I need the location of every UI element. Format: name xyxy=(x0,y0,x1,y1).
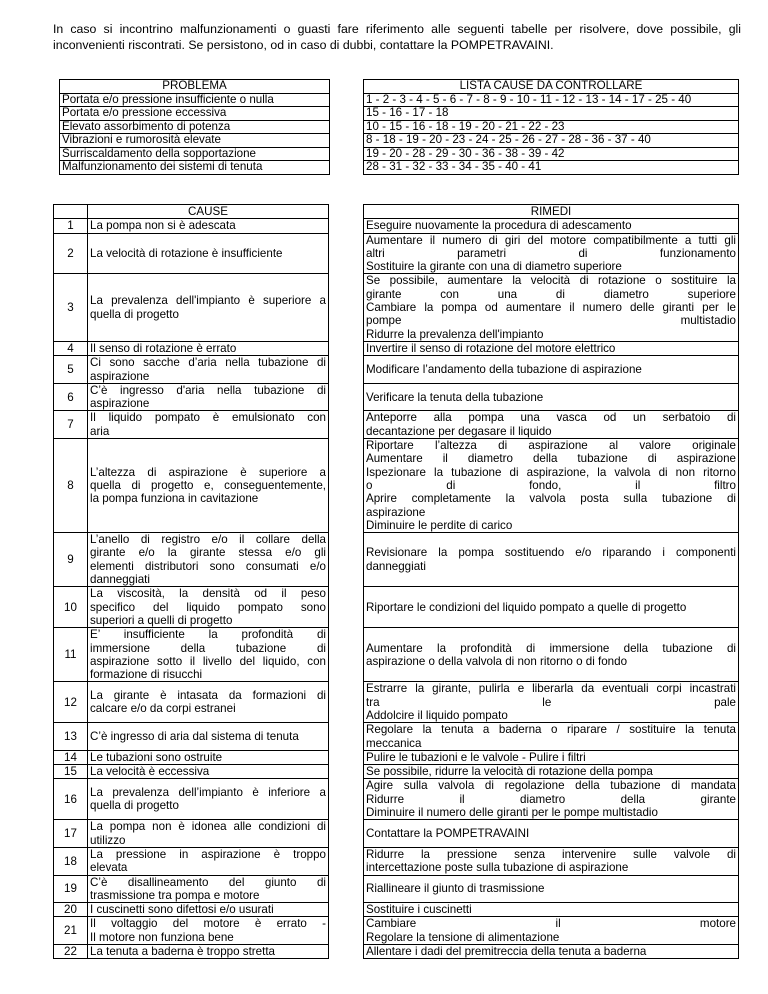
remedy-cell xyxy=(364,411,739,439)
cause-number: 4 xyxy=(54,341,88,355)
cause-text-line: Il senso di rotazione è errato xyxy=(90,341,237,355)
cause-text-line: elementi distributori sono consumati e/o xyxy=(90,559,326,573)
causes-cell: 28 - 31 - 32 - 33 - 34 - 35 - 40 - 41 xyxy=(364,161,739,175)
cause-cell xyxy=(88,903,329,917)
remedy-text-line: meccanica xyxy=(366,736,422,750)
remedy-text-line: Ridurre la pressione senza intervenire sulle valvole di xyxy=(366,847,736,861)
cause-text-line: specifico del liquido pompato sono xyxy=(90,600,326,614)
column-gap xyxy=(329,205,364,219)
column-gap xyxy=(329,875,364,903)
cause-row xyxy=(54,847,739,875)
cause-number: 8 xyxy=(54,439,88,533)
remedy-text-line: Allentare i dadi del premitreccia della tenuta a baderna xyxy=(366,945,647,959)
cause-number: 5 xyxy=(54,356,88,384)
column-gap xyxy=(329,439,364,533)
remedy-text-line: Contattare la POMPETRAVAINI xyxy=(366,827,530,840)
cause-text-line: utilizzo xyxy=(90,833,126,847)
remedy-text-line: Riallineare il giunto di trasmissione xyxy=(366,882,545,896)
column-gap xyxy=(329,765,364,779)
cause-number: 6 xyxy=(54,383,88,411)
cause-number: 19 xyxy=(54,875,88,903)
causes-cell: 8 - 18 - 19 - 20 - 23 - 24 - 25 - 26 - 27 - 28 - 36 - 37 - 40 xyxy=(364,134,739,148)
problem-row xyxy=(60,107,739,121)
cause-row xyxy=(54,779,739,820)
remedy-cell xyxy=(364,903,739,917)
cause-cell xyxy=(88,682,329,723)
cause-text-line: Le tubazioni sono ostruite xyxy=(90,750,223,764)
cause-cell xyxy=(88,723,329,751)
cause-cell xyxy=(88,945,329,959)
cause-text-line: Il voltaggio del motore è errato - xyxy=(90,917,326,931)
number-header xyxy=(54,205,88,219)
remedy-text-line: Revisionare la pompa sostituendo e/o riparando i componenti xyxy=(366,546,736,560)
column-gap xyxy=(329,411,364,439)
remedy-text-line: aspirazione xyxy=(366,505,426,519)
cause-text-line: calcare e/o da corpi estranei xyxy=(90,702,236,716)
problem-cell: Elevato assorbimento di potenza xyxy=(60,120,330,134)
remedy-cell xyxy=(364,356,739,384)
column-gap xyxy=(329,945,364,959)
remedy-cell xyxy=(364,533,739,587)
cause-text-line: immersione della tubazione di xyxy=(90,641,326,655)
cause-text-line: Il motore non funziona bene xyxy=(90,930,234,944)
cause-text-line: quella di progetto e, conseguentemente, xyxy=(90,478,326,492)
remedy-text-line: Modificare l’andamento della tubazione di aspirazione xyxy=(366,362,642,376)
problem-cell: Malfunzionamento dei sistemi di tenuta xyxy=(60,161,330,175)
cause-text-line: girante e/o la girante stessa e/o gli xyxy=(90,546,326,560)
remedy-text-line: aspirazione o della valvola di non ritorno o di fondo xyxy=(366,654,628,668)
cause-cell xyxy=(88,587,329,628)
cause-text-line: formazione di risucchi xyxy=(90,668,203,682)
cause-number: 21 xyxy=(54,917,88,945)
cause-row xyxy=(54,533,739,587)
remedy-text-line: intercettazione poste sulla tubazione di aspirazione xyxy=(366,861,629,875)
cause-number: 2 xyxy=(54,233,88,274)
cause-number: 12 xyxy=(54,682,88,723)
remedy-cell xyxy=(364,383,739,411)
cause-text-line: La girante è intasata da formazioni di xyxy=(90,689,326,703)
cause-text-line: L’anello di registro e/o il collare della xyxy=(90,533,326,547)
problem-header: PROBLEMA xyxy=(60,80,330,94)
cause-row xyxy=(54,723,739,751)
column-gap xyxy=(329,274,364,341)
remedy-text-line: Aumentare il diametro della tubazione di aspirazione xyxy=(366,452,736,466)
cause-text-line: Ci sono sacche d’aria nella tubazione di xyxy=(90,356,326,370)
cause-row xyxy=(54,628,739,682)
cause-row xyxy=(54,356,739,384)
remedy-text-line: Estrarre la girante, pulirla e liberarla da eventuali corpi incastrati xyxy=(366,682,736,696)
remedy-text-line: danneggiati xyxy=(366,559,426,573)
cause-text-line: aspirazione xyxy=(90,369,150,383)
causes-cell: 10 - 15 - 16 - 18 - 19 - 20 - 21 - 22 - 23 xyxy=(364,120,739,134)
remedy-text-line: Addolcire il liquido pompato xyxy=(366,708,508,722)
cause-number: 1 xyxy=(54,219,88,233)
cause-cell xyxy=(88,779,329,820)
remedy-text-line: Eseguire nuovamente la procedura di adescamento xyxy=(366,219,632,233)
cause-text-line: quella di progetto xyxy=(90,307,179,321)
column-gap xyxy=(329,219,364,233)
remedy-cell xyxy=(364,945,739,959)
cause-text-line: La prevalenza dell'impianto è superiore a xyxy=(90,294,326,308)
cause-cell xyxy=(88,274,329,341)
cause-cell xyxy=(88,765,329,779)
column-gap xyxy=(329,847,364,875)
problem-row xyxy=(60,134,739,148)
cause-number: 18 xyxy=(54,847,88,875)
remedy-text-line: Aumentare la profondità di immersione della tubazione di xyxy=(366,641,736,655)
column-gap xyxy=(329,917,364,945)
column-gap xyxy=(329,903,364,917)
cause-number: 11 xyxy=(54,628,88,682)
remedy-text-line: Ispezionare la tubazione di aspirazione, la valvola di non ritorno xyxy=(366,465,736,479)
cause-cell xyxy=(88,750,329,764)
column-gap xyxy=(330,147,364,161)
cause-number: 10 xyxy=(54,587,88,628)
cause-cell xyxy=(88,820,329,848)
remedy-cell xyxy=(364,219,739,233)
remedy-text-line: Diminuire il numero delle giranti per le pompe multistadio xyxy=(366,806,658,820)
remedy-text-line: Verificare la tenuta della tubazione xyxy=(366,390,544,404)
intro-paragraph: In caso si incontrino malfunzionamenti o guasti fare riferimento alle seguenti tabelle per risolvere, dove possibile, gli inconvenienti riscontrati. Se persistono, od in caso di dubbi, contattare la POMPETRAVAINI. xyxy=(53,22,741,52)
remedy-cell xyxy=(364,847,739,875)
remedy-text-line: Anteporre alla pompa una vasca od un serbatoio di xyxy=(366,411,736,425)
remedy-text-line: tra le pale xyxy=(366,695,736,709)
remedy-cell xyxy=(364,274,739,341)
column-gap xyxy=(329,779,364,820)
cause-row xyxy=(54,411,739,439)
causes-cell: 15 - 16 - 17 - 18 xyxy=(364,107,739,121)
cause-text-line: La pompa non è idonea alle condizioni di xyxy=(90,820,326,834)
remedy-text-line: Invertire il senso di rotazione del motore elettrico xyxy=(366,341,616,355)
cause-number: 7 xyxy=(54,411,88,439)
remedy-cell xyxy=(364,875,739,903)
cause-row xyxy=(54,875,739,903)
cause-number: 22 xyxy=(54,945,88,959)
remedy-cell xyxy=(364,628,739,682)
cause-text-line: La viscosità, la densità od il peso xyxy=(90,587,326,601)
remedy-cell xyxy=(364,682,739,723)
remedy-text-line: decantazione per degasare il liquido xyxy=(366,424,552,438)
remedy-text-line: Regolare la tenuta a baderna o riparare / sostituire la tenuta xyxy=(366,723,736,737)
cause-cell xyxy=(88,219,329,233)
causes-cell: 19 - 20 - 28 - 29 - 30 - 36 - 38 - 39 - 42 xyxy=(364,147,739,161)
remedy-text-line: altri parametri di funzionamento xyxy=(366,246,736,260)
cause-row xyxy=(54,274,739,341)
cause-number: 3 xyxy=(54,274,88,341)
problem-row xyxy=(60,120,739,134)
cause-row xyxy=(54,341,739,355)
cause-text-line: Il liquido pompato è emulsionato con xyxy=(90,411,326,425)
cause-row xyxy=(54,820,739,848)
remedy-cell xyxy=(364,765,739,779)
remedy-text-line: Diminuire le perdite di carico xyxy=(366,518,513,532)
cause-text-line: E’ insufficiente la profondità di xyxy=(90,628,326,642)
causes-list-header: LISTA CAUSE DA CONTROLLARE xyxy=(364,80,739,94)
cause-text-line: aspirazione xyxy=(90,397,150,411)
remedy-cell xyxy=(364,820,739,848)
problem-cell: Surriscaldamento della sopportazione xyxy=(60,147,330,161)
cause-number: 20 xyxy=(54,903,88,917)
cause-row xyxy=(54,917,739,945)
cause-cell xyxy=(88,628,329,682)
cause-cell xyxy=(88,233,329,274)
remedy-text-line: Aprire completamente la valvola posta sulla tubazione di xyxy=(366,492,736,506)
column-gap xyxy=(329,233,364,274)
cause-text-line: C’è ingresso di aria dal sistema di tenuta xyxy=(90,729,299,743)
column-gap xyxy=(329,356,364,384)
cause-text-line: La velocità è eccessiva xyxy=(90,765,210,779)
problem-cell: Portata e/o pressione insufficiente o nulla xyxy=(60,93,330,107)
cause-cell xyxy=(88,341,329,355)
problem-row xyxy=(60,93,739,107)
cause-text-line: La tenuta a baderna è troppo stretta xyxy=(90,945,275,959)
cause-row xyxy=(54,587,739,628)
remedy-cell xyxy=(364,723,739,751)
remedy-text-line: pompe multistadio xyxy=(366,314,736,328)
column-gap xyxy=(329,341,364,355)
column-gap xyxy=(330,161,364,175)
remedy-text-line: Pulire le tubazioni e le valvole - Pulire i filtri xyxy=(366,750,586,764)
column-gap xyxy=(329,533,364,587)
remedy-cell xyxy=(364,779,739,820)
remedy-text-line: Ridurre il diametro della girante xyxy=(366,792,736,806)
column-gap xyxy=(330,80,364,94)
causes-cell: 1 - 2 - 3 - 4 - 5 - 6 - 7 - 8 - 9 - 10 - 11 - 12 - 13 - 14 - 17 - 25 - 40 xyxy=(364,93,739,107)
column-gap xyxy=(329,723,364,751)
remedy-text-line: Ridurre la prevalenza dell'impianto xyxy=(366,327,544,341)
cause-number: 14 xyxy=(54,750,88,764)
cause-row xyxy=(54,682,739,723)
cause-text-line: L’altezza di aspirazione è superiore a xyxy=(90,465,326,479)
remedy-cell xyxy=(364,587,739,628)
cause-cell xyxy=(88,847,329,875)
column-gap xyxy=(329,587,364,628)
cause-number: 9 xyxy=(54,533,88,587)
cause-text-line: aria xyxy=(90,424,110,438)
cause-row xyxy=(54,439,739,533)
cause-cell xyxy=(88,439,329,533)
remedy-text-line: Se possibile, ridurre la velocità di rotazione della pompa xyxy=(366,765,653,779)
remedy-cell xyxy=(364,233,739,274)
cause-row xyxy=(54,383,739,411)
remedy-text-line: Sostituire i cuscinetti xyxy=(366,903,472,917)
column-gap xyxy=(329,383,364,411)
remedy-text-line: Riportare l’altezza di aspirazione al valore originale xyxy=(366,439,736,453)
remedy-text-line: girante con una di diametro superiore xyxy=(366,287,736,301)
causes-remedies-table xyxy=(53,204,739,959)
cause-row xyxy=(54,233,739,274)
remedy-text-line: Cambiare il motore xyxy=(366,917,736,931)
remedy-text-line: Regolare la tensione di alimentazione xyxy=(366,930,560,944)
cause-text-line: La velocità di rotazione è insufficiente xyxy=(90,246,283,260)
cause-text-line: elevata xyxy=(90,861,128,875)
cause-row xyxy=(54,219,739,233)
column-gap xyxy=(329,750,364,764)
cause-text-line: La pressione in aspirazione è troppo xyxy=(90,847,326,861)
remedy-text-line: Cambiare la pompa od aumentare il numero delle giranti per le xyxy=(366,301,736,315)
cause-text-line: la pompa funziona in cavitazione xyxy=(90,492,259,506)
cause-row xyxy=(54,903,739,917)
cause-cell xyxy=(88,875,329,903)
remedy-text-line: Sostituire la girante con una di diametro superiore xyxy=(366,260,622,274)
cause-cell xyxy=(88,411,329,439)
remedy-header: RIMEDI xyxy=(364,205,739,219)
cause-text-line: quella di progetto xyxy=(90,799,179,813)
cause-cell xyxy=(88,533,329,587)
column-gap xyxy=(330,93,364,107)
cause-text-line: C’è ingresso d'aria nella tubazione di xyxy=(90,383,326,397)
remedy-text-line: Agire sulla valvola di regolazione della tubazione di mandata xyxy=(366,779,736,793)
cause-text-line: I cuscinetti sono difettosi e/o usurati xyxy=(90,903,274,917)
remedy-cell xyxy=(364,439,739,533)
cause-text-line: La pompa non si è adescata xyxy=(90,219,236,233)
remedy-text-line: Se possibile, aumentare la velocità di rotazione o sostituire la xyxy=(366,274,736,288)
problem-row xyxy=(60,147,739,161)
cause-cell xyxy=(88,356,329,384)
cause-number: 16 xyxy=(54,779,88,820)
cause-number: 17 xyxy=(54,820,88,848)
problem-cell: Portata e/o pressione eccessiva xyxy=(60,107,330,121)
remedy-text-line: o di fondo, il filtro xyxy=(366,478,736,492)
cause-row xyxy=(54,945,739,959)
cause-number: 15 xyxy=(54,765,88,779)
remedy-cell xyxy=(364,917,739,945)
remedy-text-line: Riportare le condizioni del liquido pompato a quelle di progetto xyxy=(366,600,687,614)
cause-row xyxy=(54,765,739,779)
cause-text-line: danneggiati xyxy=(90,573,150,587)
cause-number: 13 xyxy=(54,723,88,751)
problems-table xyxy=(59,79,739,175)
problem-row xyxy=(60,161,739,175)
cause-row xyxy=(54,750,739,764)
column-gap xyxy=(330,134,364,148)
column-gap xyxy=(329,682,364,723)
remedy-cell xyxy=(364,750,739,764)
column-gap xyxy=(329,820,364,848)
cause-text-line: superiori a quelli di progetto xyxy=(90,613,233,627)
cause-text-line: aspirazione sotto il livello del liquido, con xyxy=(90,654,326,668)
remedy-text-line: Aumentare il numero di giri del motore compatibilmente a tutti gli xyxy=(366,233,736,247)
problem-cell: Vibrazioni e rumorosità elevate xyxy=(60,134,330,148)
cause-cell xyxy=(88,383,329,411)
cause-text-line: C’è disallineamento del giunto di xyxy=(90,875,326,889)
cause-text-line: La prevalenza dell’impianto è inferiore a xyxy=(90,786,326,800)
cause-text-line: trasmissione tra pompa e motore xyxy=(90,888,260,902)
column-gap xyxy=(329,628,364,682)
cause-cell xyxy=(88,917,329,945)
remedy-cell xyxy=(364,341,739,355)
column-gap xyxy=(330,107,364,121)
column-gap xyxy=(330,120,364,134)
cause-header: CAUSE xyxy=(88,205,329,219)
